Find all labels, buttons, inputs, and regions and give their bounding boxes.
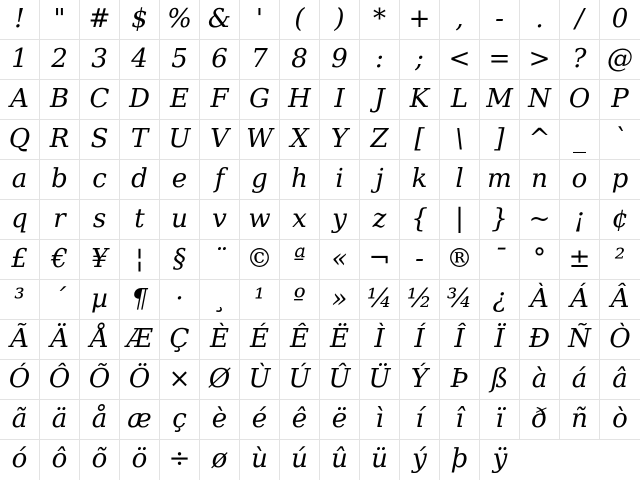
glyph-cell: g <box>240 160 280 199</box>
glyph-cell: \ <box>440 120 480 159</box>
glyph-cell: r <box>40 200 80 239</box>
glyph-cell: . <box>520 0 560 39</box>
glyph-cell: 0 <box>611 4 629 34</box>
glyph-cell: æ <box>120 400 160 439</box>
glyph-cell: A <box>0 80 40 119</box>
glyph-cell: Â <box>610 284 630 314</box>
glyph-cell: ã <box>0 400 40 439</box>
glyph-cell: ; <box>400 40 440 79</box>
glyph-row <box>0 400 640 440</box>
glyph-cell: $ <box>120 0 160 39</box>
glyph-cell: b <box>40 160 80 199</box>
glyph-cell: » <box>320 280 360 319</box>
glyph-cell: t <box>120 200 160 239</box>
glyph-cell: í <box>400 400 440 439</box>
glyph-cell: i <box>320 160 360 199</box>
glyph-cell: ° <box>520 240 560 279</box>
glyph-cell: ö <box>120 440 160 480</box>
glyph-row <box>0 360 640 400</box>
glyph-cell: @ <box>607 44 633 74</box>
glyph-cell: H <box>280 80 320 119</box>
glyph-cell: { <box>400 200 440 239</box>
glyph-cell: ó <box>0 440 40 480</box>
glyph-cell: I <box>320 80 360 119</box>
glyph-cell: ¹ <box>240 280 280 319</box>
glyph-cell: ² <box>614 244 626 274</box>
glyph-cell: m <box>480 160 520 199</box>
glyph-cell: p <box>611 164 629 194</box>
glyph-cell: , <box>440 0 480 39</box>
empty-cell <box>560 440 600 480</box>
glyph-cell: [ <box>400 120 440 159</box>
glyph-cell: * <box>360 0 400 39</box>
glyph-cell: k <box>400 160 440 199</box>
glyph-cell: é <box>240 400 280 439</box>
glyph-cell: d <box>120 160 160 199</box>
glyph-cell: Ö <box>120 360 160 399</box>
glyph-cell: À <box>520 280 560 319</box>
glyph-cell: ¢ <box>611 204 629 234</box>
glyph-cell: ø <box>200 440 240 480</box>
glyph-cell: ì <box>360 400 400 439</box>
glyph-cell: û <box>320 440 360 480</box>
glyph-cell: Ã <box>0 320 40 359</box>
glyph-cell: ` <box>613 124 627 154</box>
glyph-cell: Ä <box>40 320 80 359</box>
glyph-cell: Ò <box>609 324 631 354</box>
glyph-cell: Ï <box>480 320 520 359</box>
glyph-cell: è <box>200 400 240 439</box>
glyph-cell: " <box>40 0 80 39</box>
glyph-cell: f <box>200 160 240 199</box>
glyph-cell: P <box>611 84 629 114</box>
glyph-cell: V <box>200 120 240 159</box>
glyph-cell: à <box>520 360 560 399</box>
glyph-cell: º <box>280 280 320 319</box>
glyph-cell: â <box>612 364 628 394</box>
glyph-row <box>0 200 640 240</box>
empty-cell <box>600 440 640 480</box>
glyph-cell: ¡ <box>560 200 600 239</box>
glyph-cell: ß <box>480 360 520 399</box>
glyph-cell: v <box>200 200 240 239</box>
glyph-cell: ï <box>480 400 520 439</box>
glyph-cell: ¨ <box>200 240 240 279</box>
glyph-cell: C <box>80 80 120 119</box>
glyph-cell: 2 <box>40 40 80 79</box>
glyph-cell: þ <box>440 440 480 480</box>
glyph-cell: « <box>320 240 360 279</box>
glyph-cell: ½ <box>400 280 440 319</box>
glyph-cell: ô <box>40 440 80 480</box>
glyph-cell: - <box>480 0 520 39</box>
glyph-cell: E <box>160 80 200 119</box>
glyph-cell: Ó <box>0 360 40 399</box>
glyph-cell: } <box>480 200 520 239</box>
glyph-cell: ! <box>0 0 40 39</box>
glyph-cell: 5 <box>160 40 200 79</box>
glyph-cell: o <box>560 160 600 199</box>
glyph-row <box>0 160 640 200</box>
glyph-cell: J <box>360 80 400 119</box>
glyph-cell: ¾ <box>440 280 480 319</box>
glyph-cell: Í <box>400 320 440 359</box>
glyph-cell: n <box>520 160 560 199</box>
glyph-cell: x <box>280 200 320 239</box>
glyph-cell: Ý <box>400 360 440 399</box>
glyph-cell: ý <box>400 440 440 480</box>
glyph-row <box>0 240 640 280</box>
glyph-cell: < <box>440 40 480 79</box>
glyph-cell: ü <box>360 440 400 480</box>
glyph-row <box>0 120 640 160</box>
glyph-cell: X <box>280 120 320 159</box>
glyph-row <box>0 40 640 80</box>
glyph-cell: a <box>0 160 40 199</box>
glyph-cell: Ñ <box>560 320 600 359</box>
glyph-cell: F <box>200 80 240 119</box>
glyph-cell: - <box>400 240 440 279</box>
glyph-cell: y <box>320 200 360 239</box>
glyph-cell: € <box>40 240 80 279</box>
glyph-cell: Ç <box>160 320 200 359</box>
glyph-cell: ç <box>160 400 200 439</box>
glyph-cell: W <box>240 120 280 159</box>
glyph-cell: Þ <box>440 360 480 399</box>
glyph-cell: Î <box>440 320 480 359</box>
glyph-cell: > <box>520 40 560 79</box>
glyph-cell: + <box>400 0 440 39</box>
glyph-cell: N <box>520 80 560 119</box>
glyph-cell: z <box>360 200 400 239</box>
glyph-cell: × <box>160 360 200 399</box>
glyph-cell: ] <box>480 120 520 159</box>
glyph-cell: ¸ <box>200 280 240 319</box>
glyph-cell: ¶ <box>120 280 160 319</box>
glyph-cell: # <box>80 0 120 39</box>
glyph-cell: ä <box>40 400 80 439</box>
glyph-cell: ( <box>280 0 320 39</box>
glyph-cell: Q <box>0 120 40 159</box>
glyph-cell: h <box>280 160 320 199</box>
glyph-cell: Ü <box>360 360 400 399</box>
glyph-cell: 6 <box>200 40 240 79</box>
glyph-cell: j <box>360 160 400 199</box>
glyph-cell: 8 <box>280 40 320 79</box>
glyph-cell: & <box>200 0 240 39</box>
glyph-cell: Õ <box>80 360 120 399</box>
glyph-cell: ¥ <box>80 240 120 279</box>
glyph-cell: ê <box>280 400 320 439</box>
glyph-cell: á <box>560 360 600 399</box>
glyph-cell: ¯ <box>480 240 520 279</box>
glyph-cell: 9 <box>320 40 360 79</box>
glyph-cell: T <box>120 120 160 159</box>
glyph-cell: ' <box>240 0 280 39</box>
glyph-cell: ò <box>612 404 628 434</box>
glyph-cell: ¿ <box>480 280 520 319</box>
glyph-cell: S <box>80 120 120 159</box>
glyph-cell: Ð <box>520 320 560 359</box>
glyph-cell: U <box>160 120 200 159</box>
glyph-cell: ´ <box>40 280 80 319</box>
glyph-cell: ÿ <box>492 444 508 474</box>
glyph-cell: Ú <box>280 360 320 399</box>
glyph-cell: ® <box>440 240 480 279</box>
glyph-cell: L <box>440 80 480 119</box>
glyph-cell: c <box>80 160 120 199</box>
empty-cell <box>520 440 560 480</box>
glyph-cell: Ë <box>320 320 360 359</box>
glyph-cell: È <box>200 320 240 359</box>
glyph-cell: ¦ <box>120 240 160 279</box>
glyph-cell: K <box>400 80 440 119</box>
glyph-cell: Ô <box>40 360 80 399</box>
glyph-cell: Z <box>360 120 400 159</box>
glyph-cell: Å <box>80 320 120 359</box>
glyph-cell: : <box>360 40 400 79</box>
glyph-cell: M <box>480 80 520 119</box>
glyph-cell: ³ <box>0 280 40 319</box>
glyph-cell: ? <box>560 40 600 79</box>
glyph-row <box>0 440 640 480</box>
glyph-cell: Ê <box>280 320 320 359</box>
glyph-cell: 4 <box>120 40 160 79</box>
glyph-cell: å <box>80 400 120 439</box>
glyph-cell: O <box>560 80 600 119</box>
glyph-cell: · <box>160 280 200 319</box>
glyph-cell: Û <box>320 360 360 399</box>
glyph-cell: Ì <box>360 320 400 359</box>
glyph-cell: 1 <box>0 40 40 79</box>
glyph-cell: Æ <box>120 320 160 359</box>
glyph-cell: B <box>40 80 80 119</box>
glyph-cell: õ <box>80 440 120 480</box>
glyph-cell: ~ <box>520 200 560 239</box>
glyph-cell: / <box>560 0 600 39</box>
glyph-cell: § <box>160 240 200 279</box>
glyph-cell: Ù <box>240 360 280 399</box>
glyph-row <box>0 0 640 40</box>
glyph-cell: e <box>160 160 200 199</box>
glyph-cell: | <box>440 200 480 239</box>
glyph-row <box>0 280 640 320</box>
glyph-cell: 3 <box>80 40 120 79</box>
glyph-row <box>0 320 640 360</box>
glyph-cell: ¼ <box>360 280 400 319</box>
glyph-cell: ñ <box>560 400 600 439</box>
glyph-cell: É <box>240 320 280 359</box>
glyph-cell: ë <box>320 400 360 439</box>
glyph-cell: u <box>160 200 200 239</box>
glyph-cell: = <box>480 40 520 79</box>
glyph-cell: ù <box>240 440 280 480</box>
glyph-cell: ª <box>280 240 320 279</box>
glyph-cell: R <box>40 120 80 159</box>
glyph-cell: ± <box>560 240 600 279</box>
glyph-cell: w <box>240 200 280 239</box>
glyph-cell: l <box>440 160 480 199</box>
glyph-cell: Y <box>320 120 360 159</box>
glyph-cell: Á <box>560 280 600 319</box>
glyph-cell: q <box>0 200 40 239</box>
glyph-cell: ^ <box>520 120 560 159</box>
glyph-cell: G <box>240 80 280 119</box>
glyph-cell: D <box>120 80 160 119</box>
glyph-cell: ú <box>280 440 320 480</box>
glyph-cell: î <box>440 400 480 439</box>
glyph-cell: ð <box>520 400 560 439</box>
glyph-cell: £ <box>0 240 40 279</box>
glyph-cell: © <box>240 240 280 279</box>
glyph-cell: % <box>160 0 200 39</box>
glyph-cell: _ <box>560 120 600 159</box>
glyph-cell: ÷ <box>160 440 200 480</box>
glyph-cell: 7 <box>240 40 280 79</box>
glyph-cell: Ø <box>200 360 240 399</box>
glyph-cell: µ <box>80 280 120 319</box>
glyph-cell: ¬ <box>360 240 400 279</box>
glyph-cell: ) <box>320 0 360 39</box>
glyph-row <box>0 80 640 120</box>
glyph-cell: s <box>80 200 120 239</box>
